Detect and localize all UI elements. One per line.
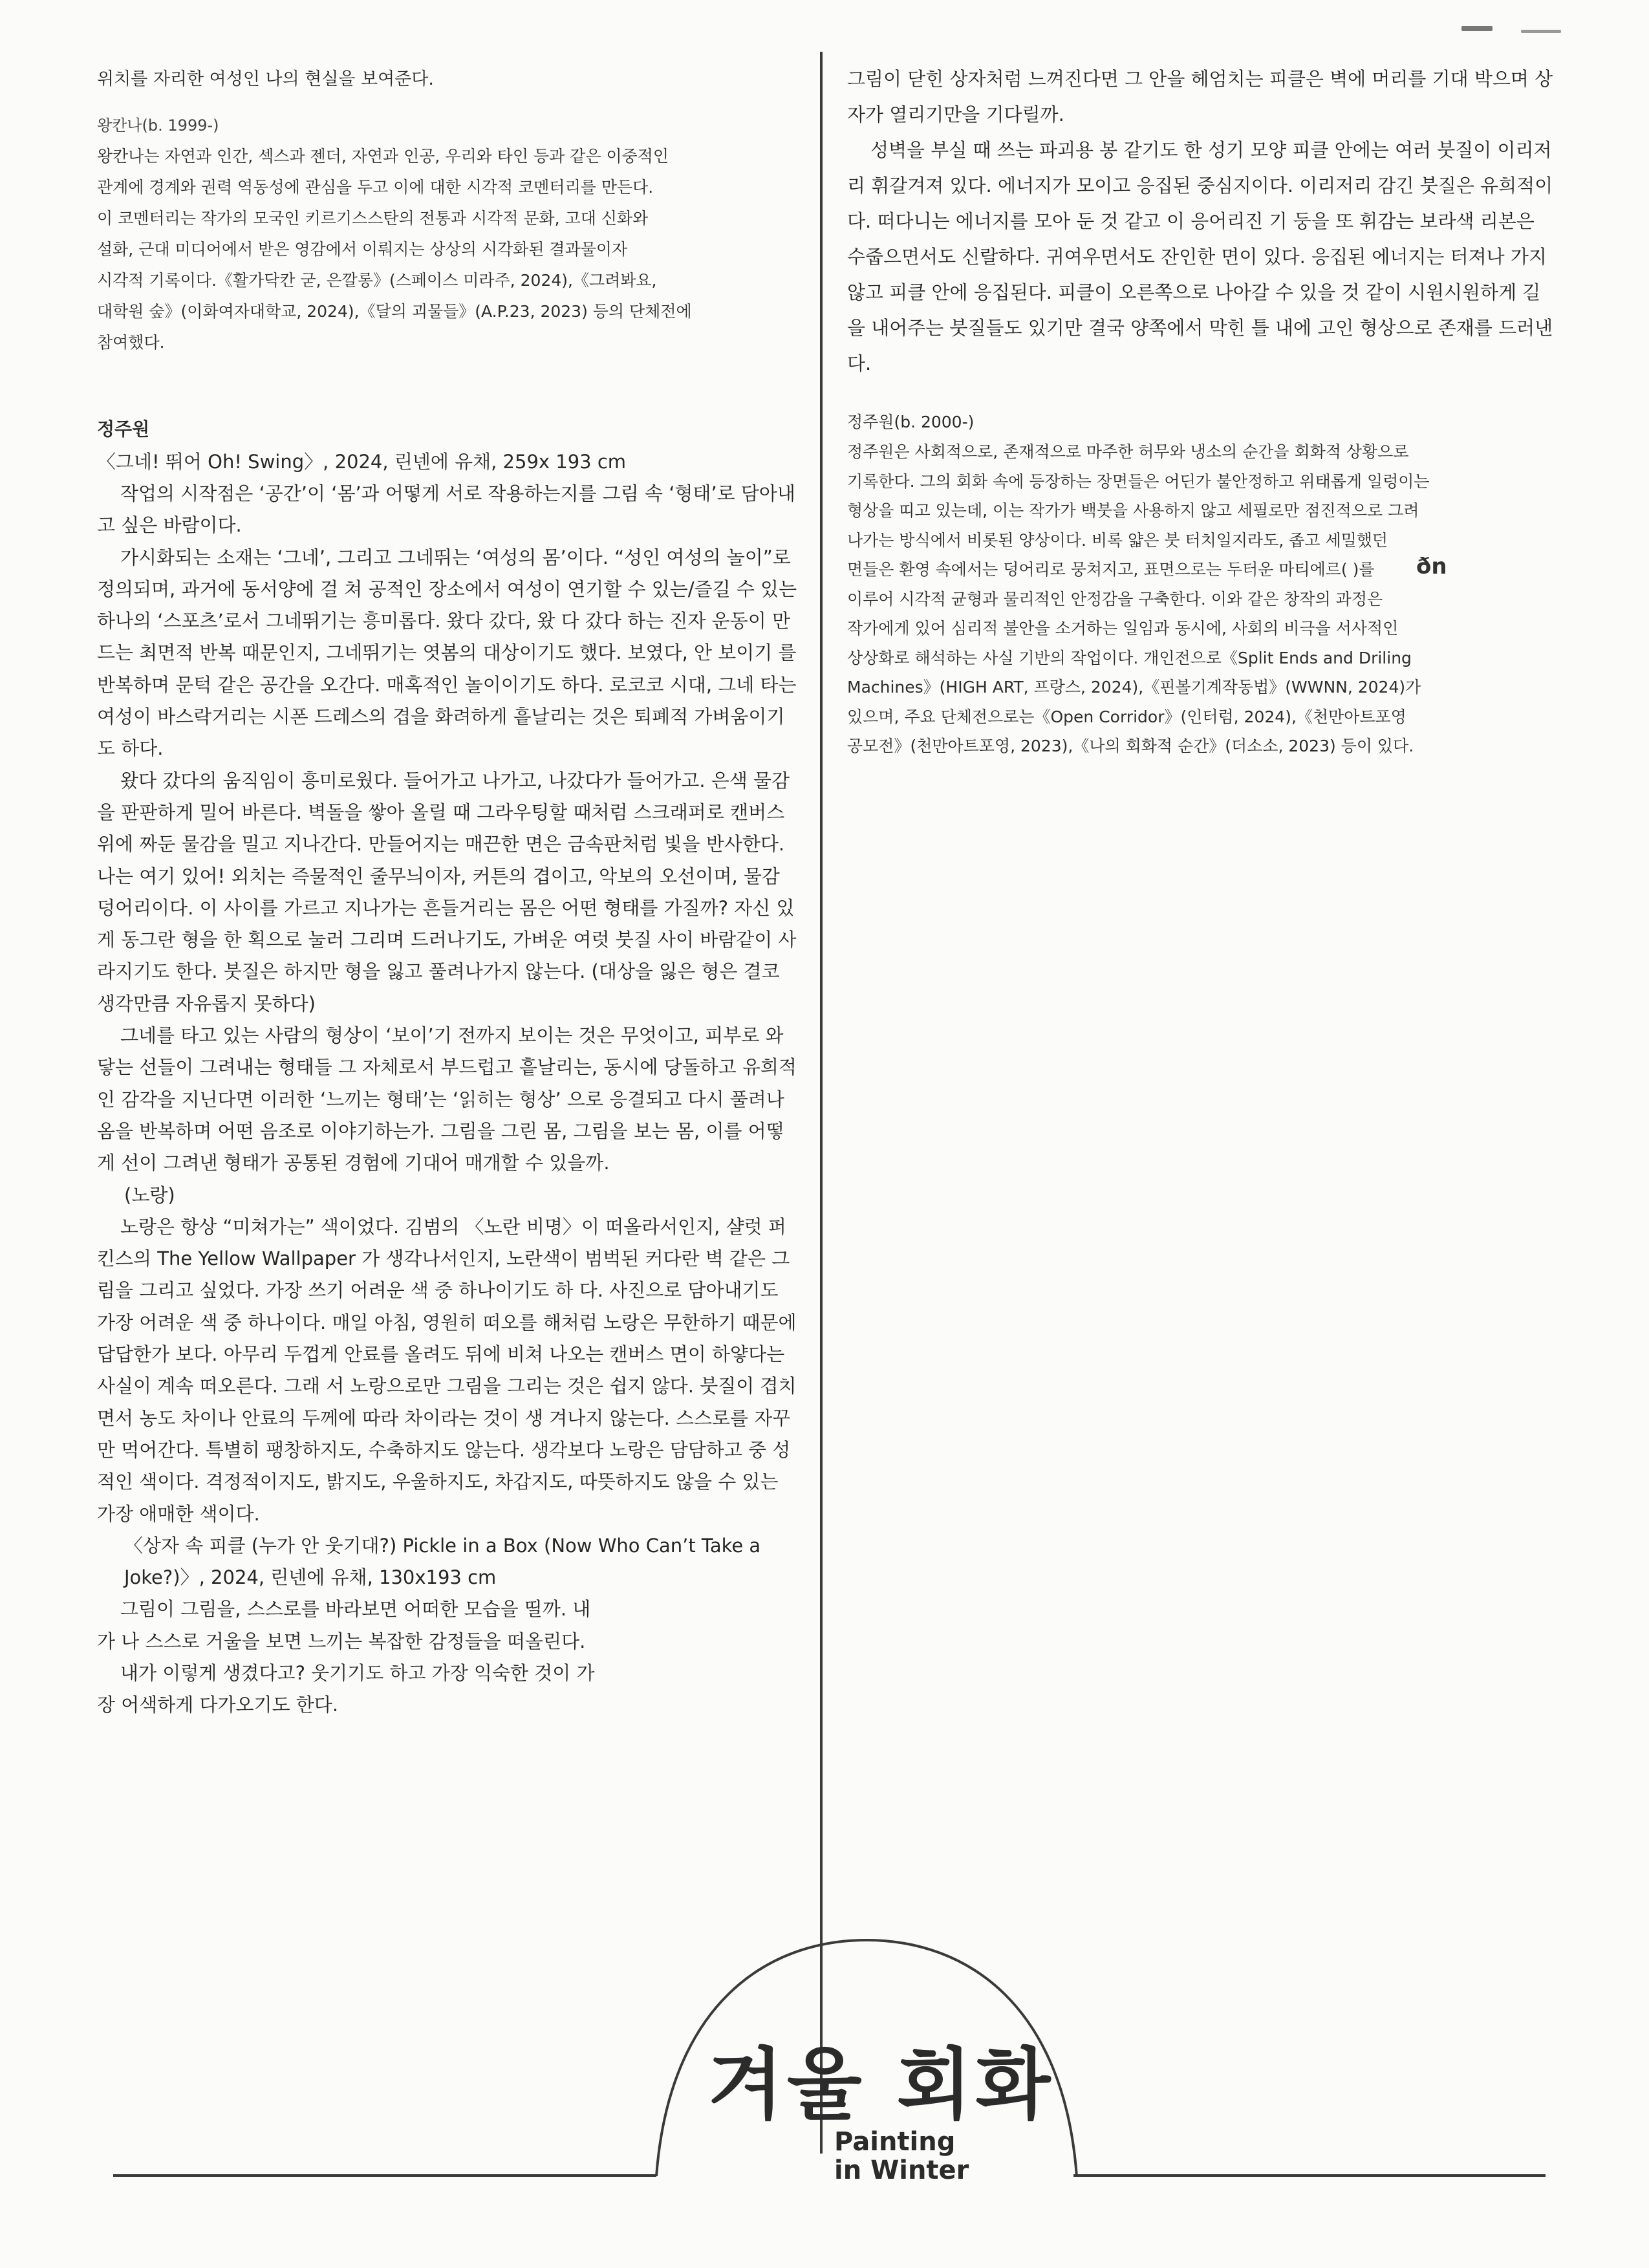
- bio-line: 형상을 띠고 있는데, 이는 작가가 백붓을 사용하지 않고 세필로만 점진적으로 그려: [847, 501, 1419, 520]
- work-title: 〈그네! 뛰어 Oh! Swing〉, 2024, 린넨에 유채, 259x 193 cm: [97, 451, 627, 473]
- paragraph: 그네를 타고 있는 사람의 형상이 ‘보이’기 전까지 보이는 것은 무엇이고, 피부로 와 닿는 선들이 그려내는 형태들 그 자체로서 부드럽고 흩날리는, 동시에 당돌하고 유희적인 감각을 지닌다면 이러한 ‘느끼는 형태’는 ‘읽히는 형상’ 으로 응결되고 다시 풀려나옴을 반복하며 어떤 음조로 이야기하는가. 그림을 그린 몸, 그림을 보는 몸, 이를 어떻 게 선이 그려낸 형태가 공통된 경험에 기대어 매개할 수 있을까.: [97, 1024, 797, 1174]
- artist-name: 정주원: [97, 418, 150, 440]
- bio-line: 이루어 시각적 균형과 물리적인 안정감을 구축한다. 이와 같은 창작의 과정은: [847, 589, 1383, 609]
- logo-english-line1: Painting: [834, 2127, 956, 2157]
- bio-line: 대학원 숲》(이화여자대학교, 2024),《달의 괴물들》(A.P.23, 2023) 등의 단체전에: [97, 302, 692, 321]
- bio-line: 왕칸나는 자연과 인간, 섹스과 젠더, 자연과 인공, 우리와 타인 등과 같은 이중적인: [97, 147, 669, 166]
- bottom-rule-right: [1073, 2174, 1546, 2177]
- scan-mark: [1521, 30, 1561, 33]
- bio-line: 공모전》(천만아트포영, 2023),《나의 회화적 순간》(더소소, 2023) 등이 있다.: [847, 737, 1414, 755]
- bio-text: [847, 437, 1555, 761]
- scan-mark: [1461, 26, 1493, 31]
- paragraph: 왔다 갔다의 움직임이 흥미로웠다. 들어가고 나가고, 나갔다가 들어가고. 은색 물감을 판판하게 밀어 바른다. 벽돌을 쌓아 올릴 때 그라우팅할 때처럼 스크래퍼로 캔버스 위에 짜둔 물감을 밀고 지나간다. 만들어지는 매끈한 면은 금속판처럼 빛을 반사한다. 나는 여기 있어! 외치는 즉물적인 줄무늬이자, 커튼의 겹이고, 악보의 오선이며, 물감 덩어리이다. 이 사이를 가르고 지나가는 흔들거리는 몸은 어떤 형태를 가질까? 자신 있게 동그란 형을 한 획으로 눌러 그리며 드러나기도, 가벼운 여럿 붓질 사이 바람같이 사라지기도 한다. 붓질은 하지만 형을 잃고 풀려나가지 않는다. (대상을 잃은 형은 결코 생각만큼 자유롭지 못하다): [97, 769, 797, 1015]
- bio-line: 시각적 기록이다.《활가닥칸 굳, 은깔롱》(스페이스 미라주, 2024),《그려봐요,: [97, 271, 657, 290]
- paragraph: 노랑은 항상 “미쳐가는” 색이었다. 김범의 〈노란 비명〉이 떠올라서인지, 샬럿 퍼킨스의 The Yellow Wallpaper 가 생각나서인지, 노란색이 범벅된 커다란 벽 같은 그림을 그리고 싶었다. 가장 쓰기 어려운 색 중 하나이기도 하 다. 사진으로 담아내기도 가장 어려운 색 중 하나이다. 매일 아침, 영원히 떠오를 해처럼 노랑은 무한하기 때문에 답답한가 보다. 아무리 두껍게 안료를 올려도 뒤에 비쳐 나오는 캔버스 면이 하얗다는 사실이 계속 떠오른다. 그래 서 노랑으로만 그림을 그리는 것은 쉽지 않다. 붓질이 겹치면서 농도 차이나 안료의 두께에 따라 차이라는 것이 생 겨나지 않는다. 스스로를 자꾸만 먹어간다. 특별히 팽창하지도, 수축하지도 않는다. 생각보다 노랑은 담담하고 중 성적인 색이다. 격정적이지도, 밝지도, 우울하지도, 차갑지도, 따뜻하지도 않을 수 있는 가장 애매한 색이다.: [97, 1215, 797, 1525]
- bio-line: Machines》(HIGH ART, 프랑스, 2024),《핀볼기계작동법》(WWNN, 2024)가: [847, 678, 1421, 697]
- bio-line: 이 코멘터리는 작가의 모국인 키르기스스탄의 전통과 시각적 문화, 고대 신화와: [97, 209, 649, 228]
- logo-english-line2: in Winter: [834, 2155, 969, 2185]
- bio-name: 왕칸나(b. 1999-): [97, 116, 219, 135]
- paragraph: 가시화되는 소재는 ‘그네’, 그리고 그네뛰는 ‘여성의 몸’이다. “성인 여성의 놀이”로 정의되며, 과거에 동서양에 걸 쳐 공적인 장소에서 여성이 연기할 수 있는/즐길 수 있는 하나의 ‘스포츠’로서 그네뛰기는 흥미롭다. 왔다 갔다, 왔 다 갔다 하는 진자 운동이 만드는 최면적 반복 때문인지, 그네뛰기는 엿봄의 대상이기도 했다. 보였다, 안 보이기 를 반복하며 문턱 같은 공간을 오간다. 매혹적인 놀이이기도 하다. 로코코 시대, 그네 타는 여성이 바스락거리는 시폰 드레스의 겹을 화려하게 흩날리는 것은 퇴폐적 가벼움이기도 하다.: [97, 546, 797, 760]
- bio-line: 정주원은 사회적으로, 존재적으로 마주한 허무와 냉소의 순간을 회화적 상황으로: [847, 442, 1409, 461]
- bio-line: 나가는 방식에서 비롯된 양상이다. 비록 얇은 붓 터치일지라도, 좁고 세밀했던: [847, 530, 1388, 550]
- bio-line: 기록한다. 그의 회화 속에 등장하는 장면들은 어딘가 불안정하고 위태롭게 일렁이는: [847, 471, 1430, 491]
- work-caption: 〈상자 속 피클 (누가 안 웃기대?) Pickle in a Box (Now Who Can’t Take a Joke?)〉, 2024, 린넨에 유채, 130x193 cm: [124, 1534, 761, 1589]
- bio-line: 참여했다.: [97, 333, 165, 352]
- essay-body-continued: [847, 61, 1555, 382]
- paragraph: 그림이 그림을, 스스로를 바라보면 어떠한 모습을 띨까. 내가 나 스스로 거울을 보면 느끼는 복잡한 감정들을 떠올린다.: [97, 1598, 591, 1652]
- section-heading: (노랑): [124, 1183, 175, 1206]
- bio-name: 정주원(b. 2000-): [847, 413, 975, 431]
- essay-body: [97, 478, 799, 1722]
- bio-text: [97, 141, 799, 358]
- bio-line: 면들은 환영 속에서는 덩어리로 뭉쳐지고, 표면으로는 두터운 마티에르( )를: [847, 560, 1375, 579]
- intro-line: 위치를 자리한 여성인 나의 현실을 보여준다.: [97, 69, 434, 89]
- bio-line: 관계에 경계와 권력 역동성에 관심을 두고 이에 대한 시각적 코멘터리를 만든다.: [97, 178, 654, 197]
- left-column: [97, 61, 799, 1722]
- bio-line: 작가에게 있어 심리적 불안을 소거하는 일임과 동시에, 사회의 비극을 서사적인: [847, 619, 1399, 638]
- paragraph: 내가 이렇게 생겼다고? 웃기기도 하고 가장 익숙한 것이 가장 어색하게 다가오기도 한다.: [97, 1661, 595, 1716]
- bio-line: 설화, 근대 미디어에서 받은 영감에서 이뤄지는 상상의 시각화된 결과물이자: [97, 240, 628, 259]
- paragraph: 그림이 닫힌 상자처럼 느껴진다면 그 안을 헤엄치는 피클은 벽에 머리를 기대 박으며 상자가 열리기만을 기다릴까.: [847, 68, 1553, 125]
- exhibition-logo: [708, 2040, 1055, 2185]
- bottom-rule-left: [113, 2174, 656, 2177]
- right-column: [847, 61, 1555, 761]
- bio-line: 있으며, 주요 단체전으로는《Open Corridor》(인터럼, 2024),《천만아트포영: [847, 707, 1406, 726]
- handwritten-stamp: ðn: [1416, 554, 1447, 579]
- paragraph: 성벽을 부실 때 쓰는 파괴용 봉 같기도 한 성기 모양 피클 안에는 여러 붓질이 이리저리 휘갈겨져 있다. 에너지가 모이고 응집된 중심지이다. 이리저리 감긴 붓질은 유희적이다. 떠다니는 에너지를 모아 둔 것 같고 이 응어리진 기 둥을 또 휘감는 보라색 리본은 수줍으면서도 신랄하다. 귀여우면서도 잔인한 면이 있다. 응집된 에너지는 터져나 가지 않고 피클 안에 응집된다. 피클이 오른쪽으로 나아갈 수 있을 것 같이 시원시원하게 길을 내어주는 붓질들도 있기만 결국 양쪽에서 막힌 틀 내에 고인 형상으로 존재를 드러낸다.: [847, 139, 1553, 374]
- bio-line: 상상화로 해석하는 사실 기반의 작업이다. 개인전으로《Split Ends and Driling: [847, 648, 1412, 667]
- paragraph: 작업의 시작점은 ‘공간’이 ‘몸’과 어떻게 서로 작용하는지를 그림 속 ‘형태’로 담아내고 싶은 바람이다.: [97, 482, 795, 537]
- column-divider: [820, 52, 823, 2154]
- logo-korean-title: 겨울 회화: [708, 2040, 1055, 2130]
